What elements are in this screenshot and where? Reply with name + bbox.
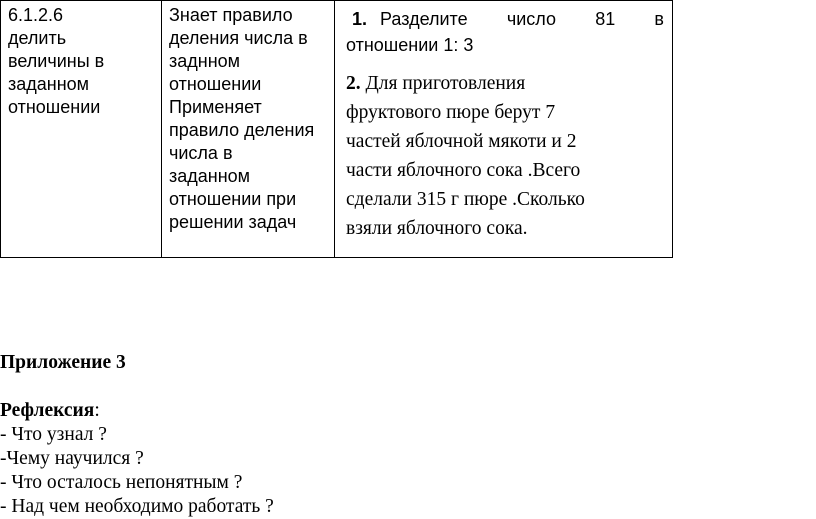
appendix-title: Приложение 3 bbox=[0, 352, 126, 373]
criteria-line: Знает правило bbox=[169, 5, 293, 25]
task-1-text: Разделите число 81 в bbox=[380, 9, 664, 29]
task-2-line bbox=[346, 69, 664, 98]
criteria-line: решении задач bbox=[169, 212, 297, 232]
criteria-line: заднном bbox=[169, 51, 241, 71]
reflection-heading bbox=[0, 399, 274, 423]
objective-cell bbox=[1, 1, 162, 258]
reflection-question: -Чему научился ? bbox=[0, 448, 144, 469]
reflection-section bbox=[0, 399, 274, 519]
reflection-heading-text: Рефлексия bbox=[0, 400, 95, 421]
criteria-line: деления числа в bbox=[169, 28, 308, 48]
task-2 bbox=[346, 69, 664, 243]
criteria-line: отношении при bbox=[169, 189, 297, 209]
objective-line: величины в bbox=[8, 51, 105, 71]
task-2-line: взяли яблочного сока. bbox=[346, 218, 528, 239]
lesson-table bbox=[0, 0, 673, 258]
task-1-number: 1. bbox=[352, 9, 368, 29]
criteria-line: заданном bbox=[169, 166, 251, 186]
table-row bbox=[1, 1, 673, 258]
task-2-text: Для приготовления bbox=[360, 73, 526, 94]
criteria-cell bbox=[162, 1, 335, 258]
task-2-line: фруктового пюре берут 7 bbox=[346, 102, 556, 123]
task-2-line: сделали 315 г пюре .Сколько bbox=[346, 189, 585, 210]
criteria-line: Применяет bbox=[169, 97, 262, 117]
reflection-colon: : bbox=[94, 400, 100, 421]
task-1-text-cont: отношении 1: 3 bbox=[346, 35, 474, 55]
criteria-line: числа в bbox=[169, 143, 233, 163]
objective-line: делить bbox=[8, 28, 67, 48]
criteria-line: отношении bbox=[169, 74, 262, 94]
objective-line: заданном bbox=[8, 74, 90, 94]
reflection-question: - Над чем необходимо работать ? bbox=[0, 496, 274, 517]
objective-line: отношении bbox=[8, 97, 101, 117]
task-2-line: частей яблочной мякоти и 2 bbox=[346, 131, 577, 152]
reflection-question: - Что осталось непонятным ? bbox=[0, 472, 243, 493]
task-2-number: 2. bbox=[346, 73, 361, 94]
task-2-line: части яблочного сока .Всего bbox=[346, 160, 581, 181]
criteria-line: правило деления bbox=[169, 120, 315, 140]
reflection-question: - Что узнал ? bbox=[0, 424, 107, 445]
objective-line: 6.1.2.6 bbox=[8, 5, 64, 25]
tasks-cell bbox=[335, 1, 673, 258]
task-1 bbox=[346, 5, 664, 34]
